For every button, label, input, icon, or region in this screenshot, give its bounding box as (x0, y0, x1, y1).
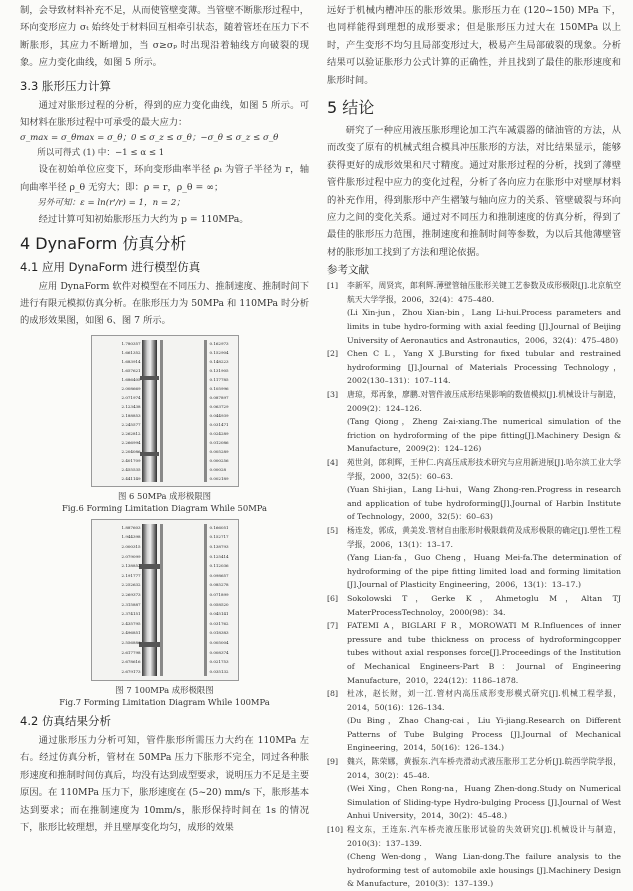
figure-7-caption: 图 7 100MPa 成形极限图 (115, 684, 214, 695)
figure-value: 2.245577 (121, 421, 141, 427)
figure-value: 2.138852 (121, 563, 141, 569)
figure-value: 2.079099 (121, 553, 141, 559)
figure-value: 2.496851 (121, 630, 141, 636)
figure-value: 0.152717 (209, 534, 229, 540)
left-column (20, 2, 309, 836)
figure-value: 0.112036 (209, 563, 229, 569)
figure-value: 0.058520 (209, 601, 229, 607)
reference-text-en: (Li Xin-jun，Zhou Xian-bin，Lang Li-hui.Process parameters and limits in tube hydro-forming with axial feeding [J].Journal of Beijing University of Aeronautics and Astronautics，2006，32(4)：475–480) (347, 308, 621, 345)
section-3-3-paragraph-3: 经过计算可知初始胀形压力大约为 p = 110MPa。 (38, 214, 249, 226)
figure-value: 0.148223 (209, 358, 229, 364)
left-top-paragraph: 制，会导致材料补充不足，从而使管壁变薄。当管壁不断胀形过程中，环向变形应力 σₜ 始终处于材料回互相牵引状态，随着管坯在压力下不断胀形，其应力不断增加，当 σ≥σₚ 时出现沿着轴线方向破裂的现象。应力变化曲线，如图 5 所示。 (20, 5, 309, 69)
figure-value: 0.035132 (209, 668, 229, 674)
section-4-2-paragraph: 通过胀形压力分析可知，管件胀形所需压力大约在 110MPa 左右。经过仿真分析，管材在 50MPa 压力下胀形不完全，同过各种胀形速度和推制时间仿真后，均没有达到成型要求，说明压力不足是主要原因。在 110MPa 压力下，胀形速度在 (5~20) mm/s 下，胀形基本达到要求；而在推制速度为 10mm/s，胀形保持时间在 1s 的情况下，胀形比较理想，并且壁厚变化均匀，成形的效果 (20, 734, 309, 833)
reference-item (327, 619, 621, 687)
figure-value: 1.661352 (121, 349, 141, 355)
formula-max-stress: σ_max = σ_θmax = σ_θ；0 ≤ σ_z ≤ σ_θ；−σ_θ ≤ σ_z ≤ σ_θ (20, 133, 279, 144)
reference-number: [10] (327, 825, 344, 835)
figure-value: 0.031762 (209, 620, 229, 626)
figure-value: 0.005004 (209, 640, 229, 645)
figure-value: 2.266994 (121, 439, 141, 445)
figure-value: 0.000256 (209, 457, 229, 463)
figure-value: 2.269373 (121, 592, 141, 598)
figure-value: 2.441149 (121, 475, 141, 481)
reference-text-cn: 程文东，王连东.汽车桥壳液压胀形试验的失效研究[J].机械设计与制造，2010(3)：137–139. (347, 825, 621, 848)
reference-text-en: (Tang Qiong，Zheng Zai-xiang.The numerical simulation of the friction on hydroforming of the pipe fitting[J].Machinery Design & Manufacture，2009(2)：124–126) (347, 417, 621, 454)
figure-value: 0.105996 (209, 385, 229, 391)
figure-value: 2.617798 (121, 649, 141, 655)
figure-value: 2.435795 (121, 620, 141, 626)
figure-value: 2.188853 (121, 412, 141, 418)
reference-text-en: (Yang Lian-fa，Guo Cheng，Huang Mei-fa.The determination of hydroforming of the pipe fitting limited load and forming limitation [J].Journal of Plasticity Engineering，2006，13(1)：13–17.) (347, 553, 621, 590)
figure-value: 0.131905 (209, 367, 229, 373)
reference-item (327, 279, 621, 347)
figure-value: 0.085278 (209, 582, 229, 588)
references-title: 参考文献 (327, 264, 369, 277)
section-3-3-paragraph-1: 通过对胀形过程的分析，得到的应力变化曲线，如图 5 所示。可知材料在胀形过程中可承受的最大应力： (20, 99, 309, 129)
formula-alpha-range: 所以可得式 (1) 中：−1 ≤ α ≤ 1 (37, 148, 165, 159)
figure-value: 2.191777 (121, 572, 141, 578)
reference-number: [4] (327, 458, 339, 467)
reference-text-cn: 苑世剑，郎利辉，王仲仁.内高压成形技术研究与应用新进展[J].哈尔滨工业大学学报，2000，32(5)：60–63. (347, 458, 621, 481)
reference-number: [3] (327, 390, 339, 400)
figure-value: 0.002189 (209, 475, 229, 481)
figure-value: 0.045141 (209, 611, 229, 617)
reference-text-en: (Du Bing，Zhao Chang-cai，Liu Yi-jiang.Research on Different Patterns of Tube Bulging Process [J].Journal of Mechanical Engineering，2014，50(16)：126–134.) (347, 716, 621, 753)
section-3-3-title: 3.3 胀形压力计算 (20, 78, 111, 93)
reference-item (327, 755, 621, 823)
figure-value: 2.000315 (121, 544, 141, 550)
figure-7-caption-en: Fig.7 Forming Limitation Diagram While 100MPa (59, 696, 270, 707)
section-5-title: 5 结论 (327, 98, 375, 118)
figure-6-values-right (210, 339, 229, 483)
figure-value: 0.098657 (209, 572, 229, 578)
figure-value: 0.125414 (209, 553, 229, 559)
figure-value: 2.401709 (121, 457, 141, 463)
figure-6-caption-en: Fig.6 Forming Limitation Diagram While 50MPa (61, 502, 268, 513)
figure-value: 0.117785 (209, 376, 229, 382)
figure-value: 0.00028 (209, 466, 227, 472)
reference-item (327, 347, 621, 388)
reference-text-en: FATEMI A，BIGLARI F R，MOROWATI M R.Influences of inner pressure and tube thickness on process of hydroformingcopper tubes without axial responses force[J].Proceedings of the Institution of Mechanical Engineers-Part B：Journal of Engineering Manufacture，2010，224(12)：1186–1878. (347, 621, 621, 685)
figure-value: 0.024289 (209, 430, 229, 436)
reference-text-en: (Yuan Shi-jian，Lang Li-hui，Wang Zhong-ren.Progress in research and application of tube hydroforming[J].Journal of Harbin Institute of Technology，2000，32(5)：60–63) (347, 485, 621, 522)
section-4-1-paragraph: 应用 DynaForm 软件对模型在不同压力、推制速度、推制时间下进行有限元模拟仿真分析。在胀形压力为 50MPa 和 110MPa 时分析的成形效果图，如图 6、图 7 所示。 (20, 280, 309, 327)
figure-value: 0.087897 (209, 394, 229, 400)
reference-number: [6] (327, 593, 339, 603)
figure-value: 0.138793 (209, 544, 229, 550)
figure-value: 0.162973 (209, 340, 229, 346)
figure-6-caption: 图 6 50MPa 成形极限图 (117, 490, 212, 501)
figure-value: 1.657621 (121, 367, 141, 373)
figure-value: 0.044939 (209, 412, 229, 418)
conclusion-paragraph: 研究了一种应用液压胀形理论加工汽车减震器的储油管的方法，从而改变了原有的机械式组合模具冲压胀形的方法，对比结果显示，能够获得更好的成形效果和尺寸精度。通过对胀形过程的分析，找到了薄壁管件胀形过程中应力的变化过程，分析了各向应力在胀形中对壁厚材料的补充作用，得到胀形中产生褶皱与轴向应力的关系、管壁破裂与环向应力之间的变化关系。通过对不同压力和推制速度的仿真分析，得到了最佳的胀形压力范围，推制速度和推制时间等参数，为以后其他薄壁管材的胀形加工找到了方法和理论依据。 (327, 125, 621, 258)
figure-value: 0.152904 (209, 349, 229, 355)
reference-text-cn: 魏兴，陈荣娜，黄振东.汽车桥壳滑动式液压胀形工艺分析[J].皖西学院学报，2014，30(2)：45–48. (347, 757, 621, 780)
figure-value: 2.455535 (121, 466, 141, 472)
figure-6-image (91, 335, 239, 487)
figure-value: 0.031471 (209, 421, 229, 427)
reference-item (327, 388, 621, 456)
right-column (327, 2, 621, 891)
figure-value: 0.071899 (209, 592, 229, 598)
reference-text-en: (Wei Xing，Chen Rong-na，Huang Zhen-dong.Study on Numerical Simulation of Sliding-type Hydro-bulging Process [J].Journal of West Anhui University，2014，30(2)：45–48.) (347, 784, 621, 821)
reference-item (327, 456, 621, 524)
reference-number: [1] (327, 281, 339, 291)
reference-number: [2] (327, 349, 339, 359)
reference-number: [9] (327, 757, 339, 767)
section-4-title: 4 DynaForm 仿真分析 (20, 233, 187, 253)
figure-value: 1.683914 (121, 358, 141, 364)
reference-item (327, 687, 621, 755)
figure-value: 0.005289 (209, 448, 229, 454)
reference-text-cn: 杜冰，赵长财，刘一江.管材内高压成形变形模式研究[J].机械工程学报，2014，50(16)：126–134. (347, 689, 621, 712)
figure-value: 2.071974 (121, 394, 141, 400)
section-3-3-paragraph-2: 设在初始单位应变下，环向变形曲率半径 ρₜ 为管子半径为 r，轴向曲率半径 ρ_θ 无穷大；即：ρ = r，ρ_θ = ∞； (20, 164, 309, 193)
reference-text-en: Sokolowski T，Gerke K，Ahmetoglu M，Altan TJ MaterProcessTechnoloy，2000(98)：34. (347, 593, 621, 617)
section-4-1-title: 4.1 应用 DynaForm 进行模型仿真 (20, 259, 201, 274)
figure-value: 1.944398 (121, 534, 141, 540)
right-top-paragraph: 远好于机械内槽冲压的胀形效果。胀形压力在 (120~150) MPa 下，也同样能得到理想的成形要求；但是胀形压力过大在 150MPa 以上时，产生变形不均匀且局部变形过大，极易产生局部破裂的现象。分析结果可以验证胀形力公式计算的正确性，并且找到了最佳的胀形速度和胀形时间。 (327, 5, 621, 86)
reference-item (327, 592, 621, 619)
figure-value: 2.678616 (121, 659, 141, 665)
reference-item (327, 823, 621, 891)
reference-text-en: Chen C L，Yang X J.Bursting for fixed tubular and restrained hydroforming [J].Journal of Materials Processing Technology，2002(130–131)：107–114. (347, 349, 621, 386)
figure-value: 1.887603 (121, 524, 141, 530)
figure-value: 2.679173 (121, 668, 141, 674)
figure-7-image (91, 519, 239, 681)
reference-text-cn: 李新军，周贤宾，郎利辉.薄壁管轴压胀形关键工艺参数及成形极限[J].北京航空航天大学学报，2006，32(4)：475–480. (347, 281, 621, 304)
figure-value: 1.686405 (121, 376, 141, 382)
figure-value: 2.123438 (121, 403, 141, 409)
figure-value: 0.063729 (209, 403, 229, 409)
figure-value: 0.018383 (209, 630, 229, 636)
references-list (327, 279, 621, 891)
reference-item (327, 524, 621, 592)
reference-text-en: (Cheng Wen-dong，Wang Lian-dong.The failure analysis to the hydroforming test of automobile axle housings [J].Machinery Design & Manufacture，2010(3)：137–139.) (347, 852, 621, 889)
figure-value: 2.374151 (121, 611, 141, 617)
figure-value: 0.012086 (209, 439, 229, 445)
figure-value: 2.315887 (121, 601, 141, 607)
figure-value: 2.204086 (121, 448, 141, 454)
figure-value: 0.008374 (209, 649, 229, 655)
figure-value: 2.262812 (121, 430, 141, 436)
figure-value: 1.780357 (121, 340, 141, 346)
figure-value: 2.252632 (121, 582, 141, 588)
figure-value: 2.556886 (121, 640, 141, 645)
reference-text-cn: 杨连发，郭成，黄美发.管材自由胀形时极限载荷及成形极限的确定[J].塑性工程学报，2006，13(1)：13–17. (347, 525, 621, 549)
figure-7-values-left (122, 523, 141, 677)
figure-7-values-right (210, 523, 229, 677)
figure-value: 0.021753 (209, 659, 229, 665)
reference-text-cn: 唐琼，郑再象，廖鹏.对管件液压成形结果影响的数值模拟[J].机械设计与制造，2009(2)：124–126. (347, 390, 621, 413)
reference-number: [8] (327, 689, 339, 699)
figure-value: 0.166051 (209, 524, 229, 530)
formula-strain: 另外可知：ε = ln(r'/r) = 1，n = 2； (37, 198, 185, 209)
figure-6-values-left (122, 339, 141, 483)
reference-number: [5] (327, 525, 339, 535)
figure-value: 2.008669 (121, 385, 141, 391)
section-4-2-title: 4.2 仿真结果分析 (20, 713, 111, 728)
reference-number: [7] (327, 621, 339, 631)
